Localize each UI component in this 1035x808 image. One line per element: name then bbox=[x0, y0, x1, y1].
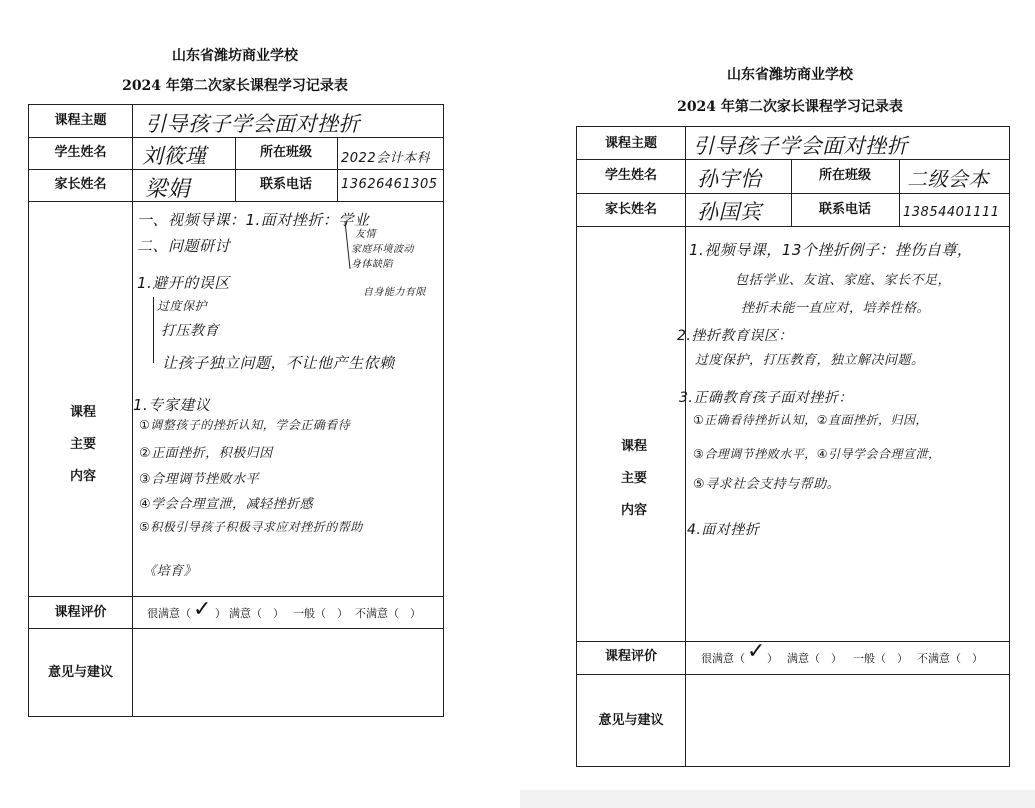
rating-satisfied[interactable]: 满意（ ） bbox=[229, 607, 284, 620]
rating-checkmark: ✓ bbox=[747, 639, 766, 664]
label-phone: 联系电话 bbox=[818, 202, 871, 217]
parent-value[interactable]: 孙国宾 bbox=[697, 200, 762, 224]
label-class: 所在班级 bbox=[259, 145, 312, 160]
record-table: 课程主题 引导孩子学会面对挫折 学生姓名 孙宇怡 所在班级 二级会本 家长姓名 孙国宾 联系电话 13854401111 课程 主要 内容 1.视频导课，13个挫折例子：挫伤自尊， 包括学业、友谊、家庭、家长不足， 挫折未能一直应对，培养性格。 2.挫折教育误区： 过度保护，打压教育，独立解决问题。 3.正确教育孩子面对挫折： ①正确看待挫折认知，②直面挫折，归因， ③合理调节挫败水平，④引导学会合理宣泄， ⑤寻求社会支持与帮助。 4.面对挫折 课程评价 很满意（ ✓ ） 满意（ ） 一般（ ） 不满意（ ） 意见与建议 bbox=[576, 126, 1010, 767]
rating-checkmark: ✓ bbox=[193, 597, 212, 622]
label-content: 课程 主要 内容 bbox=[70, 405, 97, 484]
class-value[interactable]: 2022会计本科 bbox=[341, 151, 431, 166]
rating-unsatisfied[interactable]: 不满意（ ） bbox=[917, 652, 983, 665]
scan-shadow bbox=[520, 790, 1035, 808]
label-phone: 联系电话 bbox=[259, 177, 312, 192]
form-title: 2024 年第二次家长课程学习记录表 bbox=[122, 78, 348, 94]
school-name: 山东省潍坊商业学校 bbox=[727, 67, 853, 83]
class-value[interactable]: 二级会本 bbox=[907, 167, 989, 191]
phone-value[interactable]: 13854401111 bbox=[903, 205, 1000, 220]
label-topic: 课程主题 bbox=[54, 113, 107, 128]
label-parent: 家长姓名 bbox=[54, 177, 107, 192]
label-student: 学生姓名 bbox=[54, 145, 107, 160]
label-feedback: 意见与建议 bbox=[47, 665, 113, 680]
school-name: 山东省潍坊商业学校 bbox=[172, 48, 298, 64]
parent-value[interactable]: 梁娟 bbox=[145, 177, 191, 202]
form-right bbox=[560, 0, 1035, 808]
rating-average[interactable]: 一般（ ） bbox=[293, 607, 348, 620]
label-class: 所在班级 bbox=[818, 168, 871, 183]
student-value[interactable]: 刘筱瑾 bbox=[142, 144, 207, 168]
rating-satisfied[interactable]: 满意（ ） bbox=[787, 652, 842, 665]
form-title: 2024 年第二次家长课程学习记录表 bbox=[677, 99, 903, 115]
topic-value[interactable]: 引导孩子学会面对挫折 bbox=[693, 134, 908, 158]
student-value[interactable]: 孙宇怡 bbox=[697, 167, 762, 191]
rating-very[interactable]: 很满意（ bbox=[701, 652, 745, 665]
topic-value[interactable]: 引导孩子学会面对挫折 bbox=[145, 112, 360, 136]
record-table: 课程主题 引导孩子学会面对挫折 学生姓名 刘筱瑾 所在班级 2022会计本科 家长姓名 梁娟 联系电话 13626461305 课程 主要 内容 一、视频导课：1.面对挫折：学业 二、问题研讨 友情 家庭环境波动 身体缺陷 自身能力有限 1.避开的误区 过度保护 打压教育 让孩子独立问题，不让他产生依赖 1.专家建议 ①调整孩子的挫折认知，学会正确看待 ②正面挫折，积极归因 ③合理调节挫败水平 ④学会合理宣泄，减轻挫折感 ⑤积极引导孩子积极寻求应对挫折的帮助 《培育》 课程评价 很满意（ ✓ ） 满意（ ） 一般（ ） 不满意（ ） 意见与建议 bbox=[28, 104, 444, 717]
label-evaluation: 课程评价 bbox=[604, 649, 657, 664]
rating-very[interactable]: 很满意（ bbox=[147, 607, 191, 620]
rating-unsatisfied[interactable]: 不满意（ ） bbox=[355, 607, 421, 620]
label-content: 课程 主要 内容 bbox=[621, 439, 648, 518]
rating-average[interactable]: 一般（ ） bbox=[853, 652, 908, 665]
label-student: 学生姓名 bbox=[604, 168, 657, 183]
label-evaluation: 课程评价 bbox=[54, 605, 107, 620]
form-left bbox=[0, 0, 470, 808]
label-parent: 家长姓名 bbox=[604, 202, 657, 217]
label-feedback: 意见与建议 bbox=[598, 713, 664, 728]
phone-value[interactable]: 13626461305 bbox=[341, 177, 438, 192]
label-topic: 课程主题 bbox=[604, 136, 657, 151]
